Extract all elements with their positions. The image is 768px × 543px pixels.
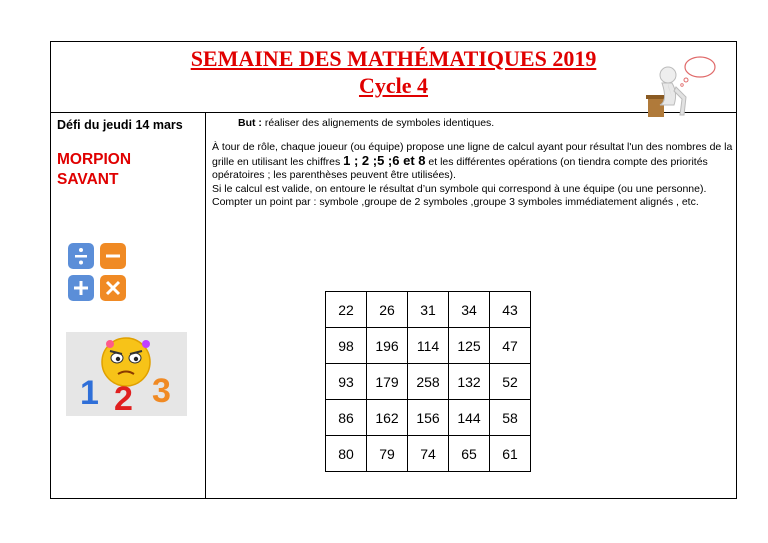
rules-text (212, 141, 736, 209)
goal-text: réaliser des alignements de symboles identiques. (261, 117, 495, 129)
grid-cell[interactable]: 162 (367, 400, 408, 436)
grid-cell[interactable]: 114 (408, 328, 449, 364)
grid-cell[interactable]: 156 (408, 400, 449, 436)
page-title: SEMAINE DES MATHÉMATIQUES 2019 (190, 46, 597, 71)
goal-line (238, 117, 494, 129)
grid-cell[interactable]: 74 (408, 436, 449, 472)
grid-cell[interactable]: 22 (326, 292, 367, 328)
grid-row (326, 292, 531, 328)
grid-cell[interactable]: 65 (449, 436, 490, 472)
rules-p1-end: et les différentes opérations (on tiendra compte des priorités opératoires ; les parenthèses peuvent être utilisées). (212, 156, 708, 182)
grid-cell[interactable]: 47 (490, 328, 531, 364)
header-row (51, 42, 736, 113)
math-operators-icon (66, 241, 128, 303)
grid-cell[interactable]: 79 (367, 436, 408, 472)
grid-row (326, 328, 531, 364)
grid-cell[interactable]: 34 (449, 292, 490, 328)
rules-p1-start: À tour de rôle, chaque joueur (ou équipe) propose une ligne de calcul ayant pour résultat l'un des nombres de la grille en utilisant les chiffres (212, 141, 733, 169)
emoji-digit-2: 2 (114, 380, 133, 418)
grid-cell[interactable]: 179 (367, 364, 408, 400)
rules-paragraph-2: Si le calcul est valide, on entoure le résultat d’un symbole qui correspond à une équipe (ou une personne). (212, 182, 707, 195)
emoji-digit-3: 3 (152, 372, 171, 410)
grid-cell[interactable]: 98 (326, 328, 367, 364)
left-column (51, 113, 206, 498)
grid-cell[interactable]: 43 (490, 292, 531, 328)
grid-cell[interactable]: 125 (449, 328, 490, 364)
emoji-image (66, 332, 187, 416)
grid-cell[interactable]: 80 (326, 436, 367, 472)
grid-cell[interactable]: 132 (449, 364, 490, 400)
emoji-digit-1: 1 (80, 374, 99, 412)
grid-cell[interactable]: 86 (326, 400, 367, 436)
right-column (206, 113, 736, 498)
number-grid (325, 291, 531, 472)
rules-digits: 1 ; 2 ;5 ;6 et 8 (343, 153, 426, 169)
grid-cell[interactable]: 61 (490, 436, 531, 472)
grid-row (326, 400, 531, 436)
grid-row (326, 364, 531, 400)
game-name-line1: MORPION (57, 151, 132, 168)
grid-cell[interactable]: 196 (367, 328, 408, 364)
grid-cell[interactable]: 258 (408, 364, 449, 400)
thinking-person-icon (638, 53, 720, 119)
worksheet-frame (50, 41, 737, 499)
grid-cell[interactable]: 144 (449, 400, 490, 436)
game-name (57, 150, 131, 190)
grid-row (326, 436, 531, 472)
grid-cell[interactable]: 58 (490, 400, 531, 436)
grid-cell[interactable]: 26 (367, 292, 408, 328)
goal-label: But : (238, 117, 262, 129)
game-name-line2: SAVANT (57, 171, 119, 188)
rules-paragraph-3: Compter un point par : symbole ,groupe de 2 symboles ,groupe 3 symboles immédiatement alignés , etc. (212, 195, 699, 208)
challenge-date: Défi du jeudi 14 mars (57, 118, 183, 132)
rules-paragraph-1 (212, 141, 736, 183)
grid-cell[interactable]: 93 (326, 364, 367, 400)
grid-cell[interactable]: 52 (490, 364, 531, 400)
grid-cell[interactable]: 31 (408, 292, 449, 328)
page-subtitle: Cycle 4 (358, 73, 429, 98)
